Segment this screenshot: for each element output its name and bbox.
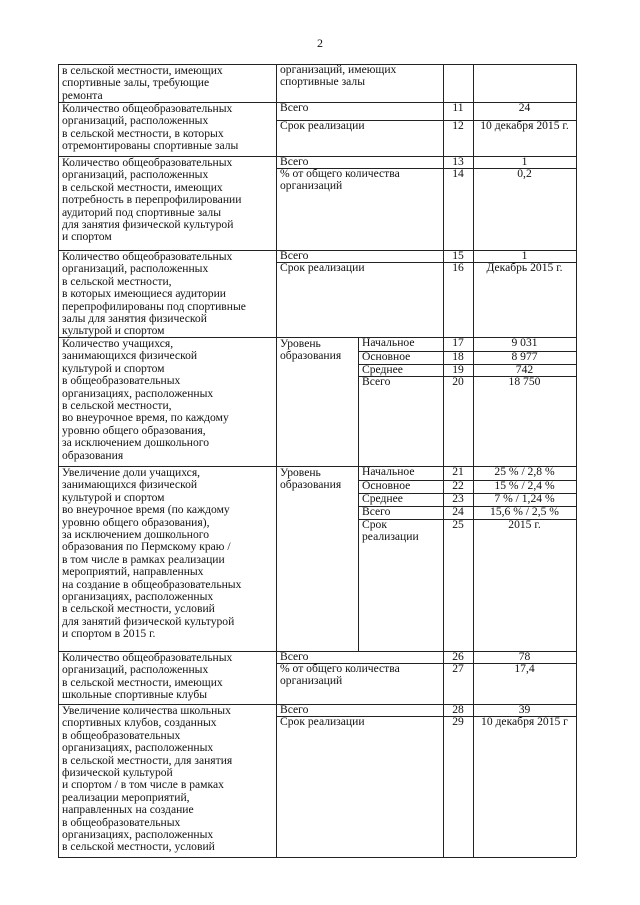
indicator-label: Количество учащихся, занимающихся физической культурой и спортом в общеобразовательных организациях, расположенных в сельской местности, во внеурочное время, по каждому уровню общего образования, за исключением дошкольного образования (62, 338, 229, 462)
indicator-table (58, 64, 576, 857)
indicator-value: 17,4 (514, 663, 535, 675)
indicator-value: 15,6 % / 2,5 % (490, 506, 559, 518)
indicator-value: 10 декабря 2015 г (481, 716, 568, 728)
table-rule (576, 64, 577, 857)
row-number: 22 (452, 480, 464, 492)
row-number: 13 (452, 156, 464, 168)
row-number: 26 (452, 651, 464, 663)
row-number: 19 (452, 364, 464, 376)
indicator-label: Увеличение доли учащихся, занимающихся физической культурой и спортом во внеурочное время (по каждому уровню общего образования), за исключением дошкольного образования по Пермскому краю / в том числе в рамках реализации мероприятий, направленных на создание в общеобразовательных организациях, расположенных в сельской местности, условий для занятий физической культурой и спортом в 2015 г. (62, 467, 242, 641)
sub-label: Всего (362, 376, 391, 388)
sub-label: Всего (280, 156, 309, 168)
indicator-value: 39 (518, 704, 531, 716)
indicator-value: 15 % / 2,4 % (494, 480, 555, 492)
row-number (443, 64, 473, 102)
sub-label: % от общего количества организаций (280, 168, 400, 193)
row-number: 14 (452, 168, 464, 180)
indicator-label: в сельской местности, имеющих спортивные залы, требующие ремонта (62, 65, 223, 102)
row-number: 18 (452, 351, 464, 363)
indicator-value: 8 977 (511, 351, 538, 363)
indicator-value: 1 (521, 156, 528, 168)
row-number: 24 (452, 506, 464, 518)
sub-label: Начальное (362, 337, 415, 349)
sub-label: Всего (280, 250, 309, 262)
level-group-label: Уровень образования (280, 338, 342, 363)
row-number: 17 (452, 337, 464, 349)
indicator-label: Увеличение количества школьных спортивных клубов, созданных в общеобразовательных организациях, расположенных в сельской местности, для занятия физической культурой и спортом / в том числе в рамках реализации мероприятий, направленных на создание в общеобразовательных организациях, расположенных в сельской местности, условий (62, 705, 233, 854)
sub-label: Среднее (362, 364, 403, 376)
sub-label: Всего (280, 651, 309, 663)
indicator-value: 742 (515, 364, 534, 376)
indicator-value: 24 (518, 102, 531, 114)
sub-label: Среднее (362, 493, 403, 505)
indicator-value: Декабрь 2015 г. (486, 262, 563, 274)
indicator-value: 25 % / 2,8 % (494, 466, 555, 478)
row-number: 15 (452, 250, 464, 262)
row-number: 11 (452, 102, 464, 114)
row-number: 16 (452, 262, 464, 274)
indicator-label: Количество общеобразовательных организаций, расположенных в сельской местности, имеющих потребность в перепрофилировании аудиторий под спортивные залы для занятия физической культурой и спортом (62, 157, 242, 244)
sub-label: Срок реализации (280, 716, 365, 728)
sub-label: Основное (362, 351, 411, 363)
indicator-label: Количество общеобразовательных организаций, расположенных в сельской местности, в которых отремонтированы спортивные залы (62, 103, 239, 153)
indicator-label: Количество общеобразовательных организаций, расположенных в сельской местности, в которых имеющиеся аудитории перепрофилированы под спортивные залы для занятия физической культурой и спортом (62, 251, 246, 337)
sub-label: Всего (362, 506, 391, 518)
row-number: 25 (452, 519, 464, 531)
level-group-label: Уровень образования (280, 467, 342, 492)
indicator-value (473, 64, 576, 102)
row-number: 20 (452, 376, 464, 388)
sub-label: Всего (280, 102, 309, 114)
indicator-value: 0,2 (517, 168, 532, 180)
row-number: 29 (452, 716, 464, 728)
indicator-value: 7 % / 1,24 % (494, 493, 555, 505)
indicator-label: Количество общеобразовательных организаций, расположенных в сельской местности, имеющих школьные спортивные клубы (62, 652, 233, 702)
sub-label: Срок реализации (280, 262, 365, 274)
indicator-value: 1 (521, 250, 528, 262)
sub-label: Начальное (362, 466, 415, 478)
row-number: 12 (452, 120, 464, 132)
sub-label: организаций, имеющих спортивные залы (280, 64, 397, 89)
indicator-value: 2015 г. (508, 519, 541, 531)
sub-label: % от общего количества организаций (280, 663, 400, 688)
indicator-value: 9 031 (511, 337, 538, 349)
row-number: 27 (452, 663, 464, 675)
indicator-value: 10 декабря 2015 г. (480, 120, 569, 132)
row-number: 23 (452, 493, 464, 505)
row-number: 28 (452, 704, 464, 716)
indicator-value: 18 750 (508, 376, 541, 388)
sub-label: Всего (280, 704, 309, 716)
page-number: 2 (317, 36, 323, 50)
table-rule (58, 857, 576, 858)
row-number: 21 (452, 466, 464, 478)
indicator-value: 78 (518, 651, 531, 663)
sub-label: Срок реализации (280, 120, 365, 132)
sub-label: Основное (362, 480, 411, 492)
sub-label: Срок реализации (362, 519, 419, 544)
